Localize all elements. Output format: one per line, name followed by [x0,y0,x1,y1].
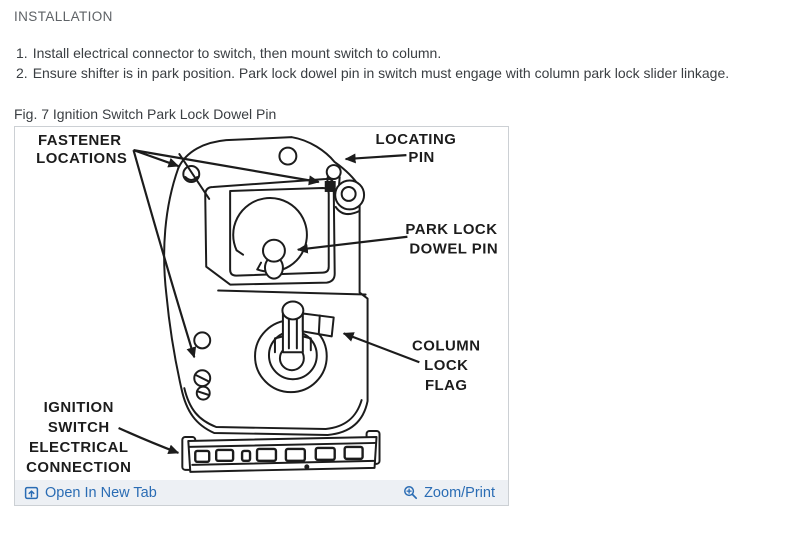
park-lock-dowel-pin-label: PARK LOCK [405,220,498,238]
leader-arrows [119,150,420,453]
fastener-locations-label: FASTENER [37,132,122,150]
switch-body-drawing [164,137,367,435]
step-number: 2. [16,65,28,81]
step-text: Install electrical connector to switch, then mount switch to column. [32,45,442,61]
electrical-connector-drawing [182,431,379,472]
step-text: Ensure shifter is in park position. Park lock dowel pin in switch must engage with column park lock slider linkage. [32,65,730,81]
ignition-switch-connection-label: ELECTRICAL [28,438,129,456]
list-item [16,43,729,63]
fastener-locations-label: LOCATIONS [36,150,128,168]
column-lock-flag-drawing [255,302,334,393]
page-title: INSTALLATION [14,9,113,24]
instruction-list [16,43,729,83]
ignition-switch-connection-label: IGNITION [43,399,114,417]
open-in-new-tab-label: Open In New Tab [45,484,157,501]
rotor-recess-drawing [205,179,334,285]
list-item [16,63,729,83]
figure-caption: Fig. 7 Ignition Switch Park Lock Dowel Pin [14,106,277,122]
figure-panel [14,126,509,506]
fastener-screws-drawing [194,332,210,399]
locating-pin-label: PIN [408,149,435,167]
column-lock-flag-label: FLAG [424,377,468,395]
open-in-new-tab-icon [24,485,39,500]
park-lock-dowel-pin-label: DOWEL PIN [409,240,499,258]
ignition-switch-connection-label: CONNECTION [26,458,132,476]
figure-toolbar [15,480,508,505]
zoom-print-link[interactable] [403,485,495,501]
column-lock-flag-label: COLUMN [412,337,481,355]
locating-pin-label: LOCATING [375,131,457,149]
zoom-in-icon [403,485,418,500]
ignition-switch-diagram [15,127,508,480]
step-number: 1. [16,45,28,61]
zoom-print-label: Zoom/Print [424,484,495,501]
column-lock-flag-label: LOCK [424,357,469,375]
ignition-switch-connection-label: SWITCH [47,418,110,436]
open-in-new-tab-link[interactable] [24,485,157,501]
locating-pin-drawing [325,165,364,214]
